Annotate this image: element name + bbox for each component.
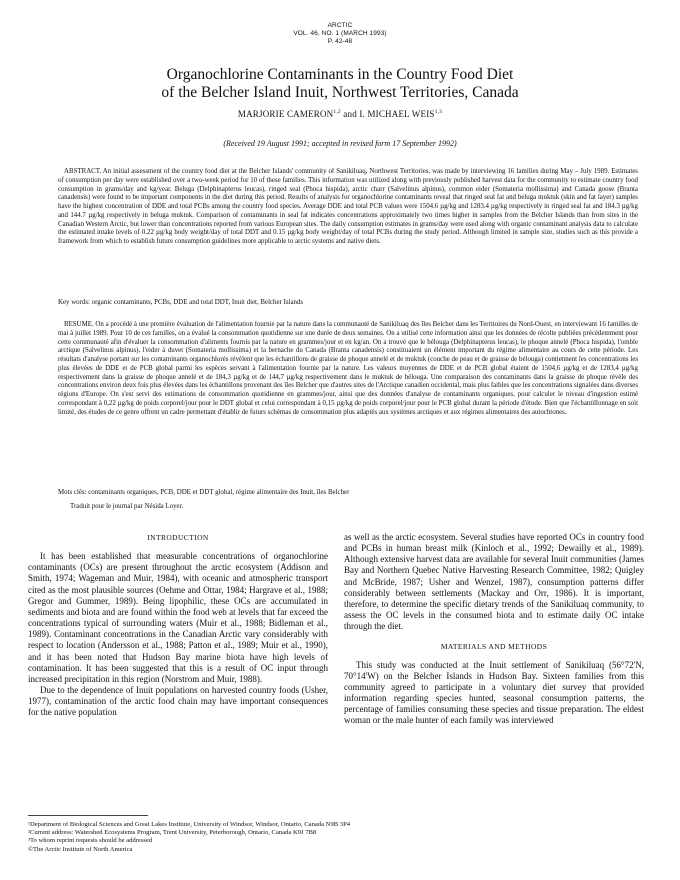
translation-credit: Traduit pour le journal par Nésida Loyer. xyxy=(70,503,184,510)
title-line-1: Organochlorine Contaminants in the Country Food Diet xyxy=(166,66,514,83)
keywords: Key words: organic contaminants, PCBs, DDE and total DDT, Inuit diet, Belcher Islands xyxy=(58,299,304,306)
introduction-paragraph-2: Due to the dependence of Inuit populations on harvested country foods (Usher, 1977), contamination of the arctic food chain may have important consequences for the native population xyxy=(28,685,328,718)
methods-paragraph-1: This study was conducted at the Inuit settlement of Sanikiluaq (56°72'N, 70°14'W) on the Belcher Islands in Hudson Bay. Sixteen families from this community agreed to participate in a voluntary diet survey that provided information regarding species hunted, seasonal consumption patterns, the percentage of families consuming these species and tissue preparation. The eldest woman or the male hunter of each family was interviewed xyxy=(344,659,644,726)
journal-citation: VOL. 46, NO. 1 (MARCH 1993) P. 42-48 xyxy=(293,30,387,45)
journal-name: ARCTIC xyxy=(327,22,353,29)
abstract-english xyxy=(58,168,638,308)
abstract-french xyxy=(58,321,638,491)
section-heading-introduction: INTRODUCTION xyxy=(147,533,209,542)
right-column xyxy=(344,532,644,727)
author-line xyxy=(60,109,620,119)
abstract-french-text: RÉSUMÉ. On a procédé à une première évaluation de l'alimentation fournie par la nature dans la communauté de Sanikiluaq des îles Belcher dans les Territoires du Nord-Ouest, en interviewant 16 familles de mai à juillet 1989. Pour 10 de ces familles, on a évalué la consommation quotidienne sur une durée de deux semaines. On a utilisé cette information ainsi que les données de récolte publiées précédemment pour cette communauté afin d'évaluer la consommation d'aliments fournis par la nature en grammes/jour et en kg/an. On a trouvé que le bélouga (Delphinapterus leucas), le phoque annelé (Phoca hispida), l'omble arctique (Salvelinus alpinus), l'eider à duvet (Somateria mollissima) et la bernache du Canada (Branta canadensis) constituaient un élément important du régime alimentaire au cours de cette période. Les résultats d'analyse portant sur les contaminants organochlorés révèlent que les échantillons de graisse de phoque annelé et de muktuk (couche de peau et de graisse de bélouga) contiennent les concentrations les plus élevées de DDE et de PCB global parmi les espèces servant à l'alimentation fournie par la nature. Les valeurs moyennes de DDE et de PCB global étaient de 1504,6 µg/kg et de 1283,4 µg/kg respectivement dans la graisse de phoque annelé et de 184,3 µg/kg et de 144,7 µg/kg respectivement dans le muktuk de bélouga. Une comparaison des contaminants dans la graisse de phoque révèle des concentrations environ deux fois plus élevées dans les échantillons provenant des îles Belcher que d'autres sites de l'Arctique canadien occidental, mais plus faibles que les concentrations signalées dans diverses régions d'Europe. On s'est servi des estimations de consommation quotidienne en grammes/jour, ainsi que des données d'analyse de contaminants organiques, pour calculer le niveau d'ingestion estimé correspondant à 0,22 µg/kg de poids corporel/jour pour le DDT global et celui correspondant à 0,15 µg/kg de poids corporel/jour pour le PCB global durant la période d'étude. Bien que l'échantillonnage en soit limité, des études de ce genre offrent un cadre permettant d'établir de futurs schémas de consommation plus adaptés aux systèmes arctiques et aux régimes alimentaires des autochtones. xyxy=(58,321,638,416)
received-dates: (Received 19 August 1991; accepted in revised form 17 September 1992) xyxy=(223,139,457,148)
footnote-divider xyxy=(28,815,148,816)
article-title xyxy=(60,66,620,102)
keywords-french: Mots clés: contaminants organiques, PCB, DDE et DDT global, régime alimentaire des Inuit, îles Belcher xyxy=(58,489,350,496)
title-line-2: of the Belcher Island Inuit, Northwest Territories, Canada xyxy=(161,84,519,101)
footnote-3: ³To whom reprint requests should be addressed xyxy=(28,837,153,845)
author-connector: and xyxy=(340,109,360,119)
footnotes xyxy=(28,821,628,854)
author-1: MARJORIE CAMERON xyxy=(237,109,334,119)
introduction-paragraph-1: It has been established that measurable concentrations of organochlorine contaminants (OCs) are present throughout the arctic ecosystem (Addison and Smith, 1974; Wageman and Muir, 1984), with oceanic and atmospheric transport cited as the most plausible sources (Oehme and Ottar, 1984; Hargrave et al., 1988; Gregor and Gummer, 1989). Being lipophilic, these OCs are accumulated in sediments and biota and are found within the food web at levels that far exceed the concentrations typical of surrounding waters (Muir et al., 1988; Bidleman et al., 1989). Contaminant concentrations in the Canadian Arctic vary considerably with respect to location (Andersson et al., 1988; Patton et al., 1989; Muir et al., 1990), and it has been noted that Hudson Bay marine biota have high levels of contamination. It has been suggested that this is a result of OC input through increased precipitation in this region (Norstrom and Muir, 1988). xyxy=(28,551,328,684)
section-heading-methods: MATERIALS AND METHODS xyxy=(440,642,548,652)
introduction-paragraph-continued: as well as the arctic ecosystem. Several studies have reported OCs in country food and PCBs in human breast milk (Kinloch et al., 1992; Dewailly et al., 1989). Although extensive harvest data are available for several Inuit communities (James Bay and Northern Quebec Native Harvesting Research Committee, 1982; Quigley and McBride, 1987; Usher and Wenzel, 1987), consumption patterns differ considerably between settlements (Mackay and Orr, 1986). It is important, therefore, to determine the specific dietary trends of the Sanikiluaq community, to assess the OC levels in the consumed biota and to estimate daily OC intake through the diet. xyxy=(344,532,644,632)
abstract-english-text: ABSTRACT. An initial assessment of the country food diet at the Belcher Islands' community of Sanikiluaq, Northwest Territories, was made by interviewing 16 families during May – July 1989. Estimates of consumption per day were established over a two-week period for 10 of these families. This information was utilized along with previously published harvest data for the community to estimate country food consumption in grams/day and kg/year. Beluga (Delphinapterus leucas), ringed seal (Phoca hispida), arctic charr (Salvelinus alpinus), common eider (Somateria mollissima) and Canada goose (Branta canadensis) were found to be important components in the diet during this period. Results of analysis for organochlorine contaminants reveal that ringed seal fat and beluga muktuk (skin and fat layer) samples have the highest concentration of DDE and total PCBs among the country food species. Average DDE and total PCB values were 1504.6 µg/kg and 1283.4 µg/kg respectively in ringed seal fat and 184.3 µg/kg and 144.7 µg/kg respectively in beluga muktuk. Comparison of contaminants in seal fat indicates concentrations approximately two times higher in samples from the Belcher Islands than from sites in the Canadian Western Arctic, but lower than concentrations reported from various European sites. The daily consumption estimates in grams/day were used along with organic contaminant analysis data to calculate the estimated intake levels of 0.22 µg/kg body weight/day of total DDT and 0.15 µg/kg body weight/day of total PCBs during the study period. Although limited in sample size, studies such as this provide a framework from which to establish future consumption guidelines more applicable to arctic systems and native diets. xyxy=(58,168,638,245)
left-column xyxy=(28,532,328,719)
author-2-affiliation: 1,3 xyxy=(434,109,443,115)
copyright-notice: ©The Arctic Institute of North America xyxy=(28,845,133,853)
footnote-1: ¹Department of Biological Sciences and Great Lakes Institute, University of Windsor, Windsor, Ontario, Canada N9B 3P4 xyxy=(28,821,351,828)
journal-header xyxy=(0,22,680,46)
author-1-affiliation: 1,2 xyxy=(333,109,341,115)
footnote-2: ²Current address: Watershed Ecosystems Program, Trent University, Peterborough, Ontario, Canada K9J 7B8 xyxy=(28,829,317,837)
author-2: I. MICHAEL WEIS xyxy=(359,109,435,119)
